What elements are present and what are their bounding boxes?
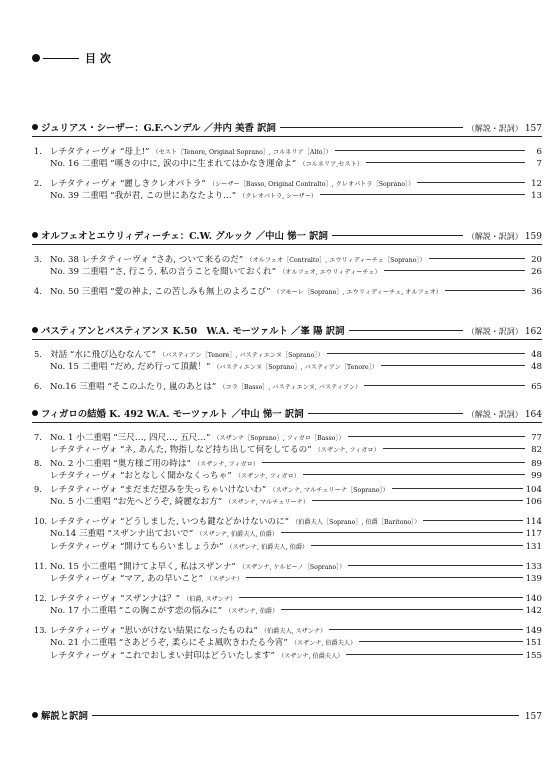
section-title: オルフェオとエウリィディーチェ：C.W. グルック ／中山 悌一 訳詞 — [41, 231, 328, 242]
toc-entry — [34, 605, 542, 618]
leader-line — [381, 365, 525, 366]
entry-title: レチタティーヴォ “マア, あの早いこと” — [50, 574, 204, 584]
section-page: 162 — [524, 327, 542, 337]
toc-entry — [34, 470, 542, 483]
entry-title: No. 38 レチタティーヴォ “さあ, ついて来るのだ” — [50, 255, 244, 265]
entry-page: 99 — [531, 471, 542, 481]
entry-cast: （スザンナ［Soprano］, フィガロ［Basso］） — [213, 435, 345, 442]
entry-page: 117 — [525, 529, 542, 539]
entry-cast: （スザンナ, 伯爵夫人, 伯爵） — [226, 544, 309, 551]
leader-line — [312, 500, 523, 501]
entry-page: 77 — [531, 433, 542, 443]
entry-title: レチタティーヴォ “これでおしまい封印はどういたします” — [50, 651, 275, 661]
leader-line — [335, 150, 525, 151]
entry-page: 139 — [525, 574, 542, 584]
leader-line — [239, 597, 522, 598]
entry-number: 2. — [34, 178, 42, 188]
bullet-icon — [32, 124, 38, 130]
entry-page: 151 — [525, 638, 542, 648]
leader-line — [423, 520, 522, 521]
leader-line — [359, 641, 522, 642]
toc-entry — [34, 266, 542, 279]
entry-title: No. 15 小二重唱 “開けてよ早く, 私はスザンナ” — [50, 562, 236, 572]
leader-line — [383, 448, 525, 449]
toc-entry — [34, 285, 542, 298]
toc-entry — [34, 457, 542, 470]
toc-entry — [34, 624, 542, 637]
leader-line — [348, 565, 522, 566]
bullet-icon — [32, 54, 40, 62]
entry-cast: （スザンナ） — [206, 576, 243, 583]
entry-cast: （セスト［Tenore, Original Soprano］, コルネリア［Alto］） — [152, 149, 332, 156]
entry-page: 142 — [525, 606, 542, 616]
leader-line — [384, 270, 525, 271]
leader-line — [327, 353, 525, 354]
section-page: 159 — [524, 232, 542, 242]
leader-line — [329, 629, 522, 630]
leader-line — [392, 488, 523, 489]
entry-title: レチタティーヴォ “思いがけない結果になったものね” — [50, 626, 258, 636]
entry-title: レチタティーヴォ “ネ, あんた, 物指しなど持ち出して何をしてるの” — [50, 445, 312, 455]
entry-page: 155 — [525, 651, 542, 661]
toc-entry — [34, 348, 542, 361]
section-note: （解説・訳詞） — [466, 124, 523, 133]
entry-number: 6. — [34, 381, 42, 391]
toc-entry — [34, 496, 542, 509]
section-page: 157 — [524, 124, 542, 134]
entry-cast: （伯爵夫人, スザンナ） — [260, 628, 327, 635]
entry-page: 133 — [525, 562, 542, 572]
entry-title: レチタティーヴォ “母上!” — [50, 147, 150, 157]
entry-title: レチタティーヴォ “麗しきクレオパトラ” — [50, 179, 206, 189]
entry-title: No. 39 二重唱 “我が君, この世にあなたより…” — [50, 191, 237, 201]
leader-line — [281, 609, 522, 610]
entry-title: No. 1 小二重唱 “三尺…, 四尺…, 五尺…” — [50, 433, 211, 443]
entry-title: No. 50 三重唱 “愛の神よ, この苦しみも無上のよろこび” — [50, 287, 271, 297]
toc-entry — [34, 431, 542, 444]
section-page: 164 — [524, 410, 542, 420]
leader-line — [320, 194, 525, 195]
entry-cast: （伯爵, スザンナ） — [183, 596, 237, 603]
bullet-icon — [32, 410, 38, 416]
entry-cast: （スザンナ, 伯爵夫人） — [290, 640, 357, 647]
entry-cast: （スザンナ, 伯爵夫人, 伯爵） — [196, 531, 279, 538]
toc-title — [32, 50, 111, 66]
entry-cast: （スザンナ, マルチェリーナ） — [225, 499, 310, 506]
entry-page: 82 — [531, 445, 542, 455]
entry-page: 12 — [531, 179, 542, 189]
leader-line — [246, 577, 523, 578]
entry-page: 140 — [525, 594, 542, 604]
toc-entry — [34, 483, 542, 496]
toc-entry — [34, 177, 542, 190]
entry-cast: （スザンナ, 伯爵夫人） — [277, 653, 344, 660]
entry-title: No.16 三重唱 “そこのふたり, 嵐のあとは” — [50, 382, 217, 392]
toc-entry — [34, 145, 542, 158]
leader-line — [262, 462, 525, 463]
entry-number: 1. — [34, 146, 42, 156]
toc-entry — [34, 592, 542, 605]
entry-cast: （スザンナ, 伯爵） — [225, 608, 279, 615]
entry-cast: （スザンナ, マルチェリーナ［Soprano］） — [269, 487, 389, 494]
entry-cast: （伯爵夫人［Soprano］, 伯爵［Baritono］） — [291, 519, 421, 526]
entry-page: 26 — [531, 267, 542, 277]
entry-page: 48 — [531, 362, 542, 372]
bullet-icon — [32, 327, 38, 333]
leader-line — [280, 127, 463, 128]
section-title: バスティアンとバスティアンヌ K.50 W.A. モーツァルト ／峯 陽 訳詞 — [41, 326, 345, 337]
entry-page: 6 — [536, 147, 542, 157]
section-heading — [32, 120, 542, 134]
toc-entry — [34, 515, 542, 528]
toc-entry — [34, 158, 542, 171]
toc-entry — [34, 528, 542, 541]
footer-heading: 解説と訳詞 — [41, 711, 88, 722]
entry-title: レチタティーヴォ “開けてもらいましょうか” — [50, 542, 224, 552]
leader-line — [308, 413, 463, 414]
toc-entry — [34, 541, 542, 554]
bullet-icon — [32, 232, 38, 238]
entry-page: 89 — [531, 459, 542, 469]
section-note: （解説・訳詞） — [466, 410, 523, 419]
entry-number: 9. — [34, 484, 42, 494]
toc-section — [32, 406, 542, 663]
title-rule — [43, 58, 79, 59]
leader-line — [445, 290, 525, 291]
entry-cast: （オルフェオ, エウリィディーチェ） — [279, 269, 381, 276]
entry-title: No. 16 二重唱 “嘆きの中に, 涙の中に生まれてはかなき運命よ” — [50, 159, 297, 169]
toc-entry — [34, 253, 542, 266]
entry-title: レチタティーヴォ “どうしました, いつも鍵などかけないのに” — [50, 517, 289, 527]
entry-page: 36 — [531, 287, 542, 297]
leader-line — [364, 385, 525, 386]
toc-section — [32, 323, 542, 393]
toc-title-text: 目 次 — [85, 52, 111, 65]
entry-title: No.14 三重唱 “スザンナ出ておいで” — [50, 529, 194, 539]
entry-cast: （コラ［Basso］, バスティエンヌ, バスティアン） — [219, 384, 362, 391]
entry-number: 3. — [34, 254, 42, 264]
toc-entry — [34, 560, 542, 573]
entry-cast: （スザンナ, フィガロ） — [234, 473, 300, 480]
section-heading — [32, 406, 542, 420]
entry-page: 13 — [531, 191, 542, 201]
entry-page: 106 — [525, 497, 542, 507]
leader-line — [346, 654, 522, 655]
section-title: ジュリアス・シーザー：G.F.ヘンデル ／井内 美香 訳詞 — [41, 123, 276, 134]
section-heading — [32, 323, 542, 337]
entry-number: 13. — [34, 625, 48, 635]
section-heading — [32, 228, 542, 242]
leader-line — [303, 474, 525, 475]
entry-page: 104 — [525, 485, 542, 495]
bullet-icon — [32, 712, 38, 718]
toc-section — [32, 228, 542, 298]
entry-cast: （クレオパトラ, シーザー） — [239, 193, 318, 200]
entry-number: 8. — [34, 458, 42, 468]
entry-page: 114 — [525, 517, 542, 527]
toc-entry — [34, 444, 542, 457]
entry-page: 48 — [531, 350, 542, 360]
toc-entry — [34, 190, 542, 203]
entry-cast: （コルネリア,セスト） — [299, 161, 363, 168]
entry-title: レチタティーヴォ “まだまだ望みを失っちゃいけないわ” — [50, 485, 267, 495]
leader-line — [332, 235, 463, 236]
toc-entry — [34, 361, 542, 374]
entry-title: No. 2 小二重唱 “奥方様ご用の時は” — [50, 459, 191, 469]
toc-footer — [32, 708, 542, 722]
entry-cast: （スザンナ, ケルビーノ［Soprano］） — [238, 564, 346, 571]
entry-page: 149 — [525, 626, 542, 636]
entry-cast: （バスティエンヌ［Soprano］, バスティアン［Tenore］） — [213, 364, 378, 371]
leader-line — [281, 532, 522, 533]
footer-page: 157 — [524, 712, 542, 722]
entry-title: No. 15 二重唱 “だめ, だめ行って頂戴！” — [50, 362, 211, 372]
entry-number: 10. — [34, 516, 48, 526]
entry-title: レチタティーヴォ “スザンナは？” — [50, 594, 181, 604]
section-title: フィガロの結婚 K. 492 W.A. モーツァルト ／中山 悌一 訳詞 — [41, 409, 304, 420]
entry-cast: （アモーレ［Soprano］, エウリィディーチェ, オルフェオ） — [273, 289, 442, 296]
toc-entry — [34, 637, 542, 650]
entry-cast: （オルフェオ［Contralto］, エウリィディーチェ［Soprano］） — [246, 257, 426, 264]
toc-entry — [34, 573, 542, 586]
toc-entry — [34, 380, 542, 393]
entry-number: 4. — [34, 286, 42, 296]
entry-page: 20 — [531, 255, 542, 265]
leader-line — [366, 162, 525, 163]
leader-line — [417, 182, 525, 183]
entry-title: No. 5 小二重唱 “お先へどうぞ, 綺麗なお方” — [50, 497, 223, 507]
leader-line — [92, 715, 519, 716]
toc-section — [32, 120, 542, 203]
entry-title: レチタティーヴォ “おとなしく聞かなくっちゃ” — [50, 471, 232, 481]
entry-cast: （スザンナ, フィガロ） — [314, 447, 380, 454]
entry-page: 131 — [525, 542, 542, 552]
toc-entry — [34, 650, 542, 663]
entry-number: 12. — [34, 593, 48, 603]
entry-cast: （バスティアン［Tenore］, バスティエンヌ［Soprano］） — [159, 352, 324, 359]
entry-title: 対話 “水に飛び込むなんて” — [50, 350, 157, 360]
section-note: （解説・訳詞） — [466, 232, 523, 241]
section-note: （解説・訳詞） — [466, 327, 523, 336]
entry-title: No. 17 小二重唱 “この胸こがす恋の悩みに” — [50, 606, 223, 616]
entry-number: 7. — [34, 432, 42, 442]
entry-number: 11. — [34, 561, 48, 571]
leader-line — [429, 258, 525, 259]
entry-cast: （スザンナ, フィガロ） — [193, 461, 259, 468]
entry-page: 65 — [531, 382, 542, 392]
entry-title: No. 39 二重唱 “さ, 行こう, 私の言うことを聞いておくれ” — [50, 267, 276, 277]
entry-page: 7 — [536, 159, 542, 169]
leader-line — [349, 330, 463, 331]
leader-line — [348, 436, 525, 437]
entry-title: No. 21 小二重唱 “さあどうぞ, 柔らにそよ風吹きわたる今宵” — [50, 638, 288, 648]
entry-cast: （シーザー［Basso, Original Contralto］, クレオパトラ［Soprano］） — [208, 181, 415, 188]
entry-number: 5. — [34, 349, 42, 359]
leader-line — [311, 545, 522, 546]
